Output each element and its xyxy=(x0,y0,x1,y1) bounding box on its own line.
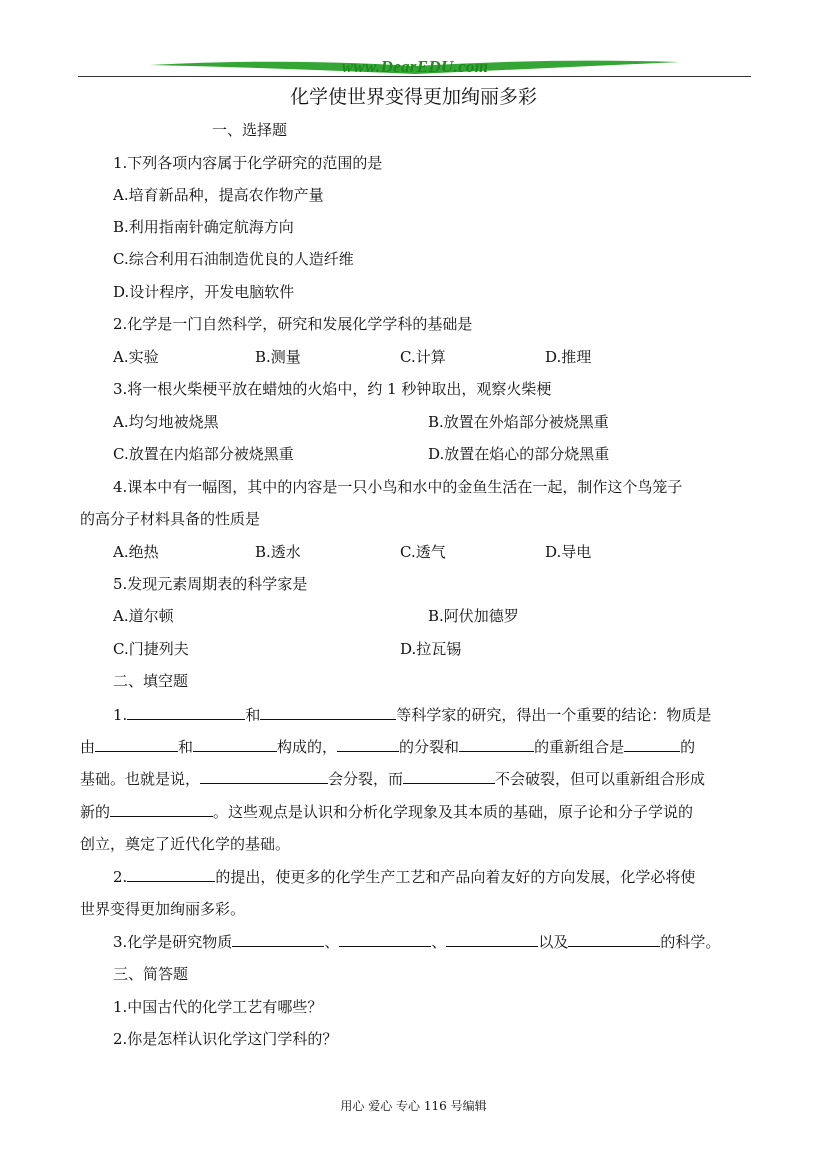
answer-blank[interactable] xyxy=(127,705,245,720)
question-4-option-c: C.透气 xyxy=(400,543,446,561)
section-heading-short-answer: 三、简答题 xyxy=(113,965,189,983)
question-1-stem: 1.下列各项内容属于化学研究的范围的是 xyxy=(113,154,383,172)
fill-3-text: 、 xyxy=(431,933,447,951)
fill-3-text: 以及 xyxy=(538,933,569,951)
short-answer-question-2: 2.你是怎样认识化学这门学科的？ xyxy=(113,1030,338,1048)
section-heading-choice: 一、选择题 xyxy=(212,121,288,139)
fill-1-text: 的分裂和 xyxy=(399,738,460,756)
question-5-option-a: A.道尔顿 xyxy=(113,607,174,625)
short-answer-question-1: 1.中国古代的化学工艺有哪些？ xyxy=(113,998,323,1016)
question-4-option-b: B.透水 xyxy=(255,543,301,561)
answer-blank[interactable] xyxy=(624,737,680,752)
logo-text: www.DearEDU.com xyxy=(341,57,489,76)
answer-blank[interactable] xyxy=(110,802,213,817)
answer-blank[interactable] xyxy=(232,932,324,947)
question-3-option-c: C.放置在内焰部分被烧黑重 xyxy=(113,445,294,463)
question-5-option-b: B.阿伏加德罗 xyxy=(428,607,519,625)
question-4-stem-line-1: 4.课本中有一幅图，其中的内容是一只小鸟和水中的金鱼生活在一起，制作这个鸟笼子 xyxy=(113,478,683,496)
question-2-option-a: A.实验 xyxy=(113,348,159,366)
page-title: 化学使世界变得更加绚丽多彩 xyxy=(289,86,537,108)
fill-1-text: 和 xyxy=(178,738,194,756)
fill-2-line-2: 世界变得更加绚丽多彩。 xyxy=(80,900,246,918)
fill-1-number: 1. xyxy=(113,706,128,724)
answer-blank[interactable] xyxy=(193,737,277,752)
answer-blank[interactable] xyxy=(95,737,178,752)
question-5-option-d: D.拉瓦锡 xyxy=(400,640,462,658)
question-2-stem: 2.化学是一门自然科学，研究和发展化学学科的基础是 xyxy=(113,315,473,333)
question-3-stem: 3.将一根火柴梗平放在蜡烛的火焰中，约 1 秒钟取出，观察火柴梗 xyxy=(113,380,552,398)
answer-blank[interactable] xyxy=(403,769,495,784)
question-4-stem-line-2: 的高分子材料具备的性质是 xyxy=(80,510,261,528)
question-3-option-a: A.均匀地被烧黑 xyxy=(113,413,219,431)
fill-3-text: 的科学。 xyxy=(660,933,721,951)
fill-1-text: 的 xyxy=(680,738,696,756)
answer-blank[interactable] xyxy=(127,867,215,882)
question-1-option-d: D.设计程序，开发电脑软件 xyxy=(113,283,295,301)
question-4-option-d: D.导电 xyxy=(545,543,592,561)
answer-blank[interactable] xyxy=(337,737,399,752)
answer-blank[interactable] xyxy=(339,932,431,947)
fill-3-text: 、 xyxy=(324,933,340,951)
answer-blank[interactable] xyxy=(260,705,396,720)
fill-1-text: 不会破裂，但可以重新组合形成 xyxy=(495,770,706,788)
question-3-option-b: B.放置在外焰部分被烧黑重 xyxy=(428,413,609,431)
question-4-option-a: A.绝热 xyxy=(113,543,159,561)
question-3-option-d: D.放置在焰心的部分烧黑重 xyxy=(428,445,610,463)
fill-2-text: 的提出，使更多的化学生产工艺和产品向着友好的方向发展，化学必将使 xyxy=(215,868,696,886)
fill-1-line-2 xyxy=(80,737,695,757)
question-1-option-c: C.综合利用石油制造优良的人造纤维 xyxy=(113,250,354,268)
fill-2-number: 2. xyxy=(113,868,128,886)
fill-2-line-1 xyxy=(113,867,695,887)
question-1-option-a: A.培育新品种，提高农作物产量 xyxy=(113,186,324,204)
header-rule xyxy=(78,76,751,77)
section-heading-fill: 二、填空题 xyxy=(113,672,189,690)
answer-blank[interactable] xyxy=(568,932,660,947)
question-5-stem: 5.发现元素周期表的科学家是 xyxy=(113,575,308,593)
fill-1-text: 的重新组合是 xyxy=(534,738,625,756)
fill-1-line-3 xyxy=(80,769,705,789)
fill-1-text: 基础。也就是说， xyxy=(80,770,201,788)
fill-1-text: 会分裂，而 xyxy=(328,770,404,788)
fill-1-line-1 xyxy=(113,705,711,725)
fill-1-text: 。这些观点是认识和分析化学现象及其本质的基础，原子论和分子学说的 xyxy=(213,803,694,821)
fill-1-text: 由 xyxy=(80,738,96,756)
question-2-option-d: D.推理 xyxy=(545,348,592,366)
answer-blank[interactable] xyxy=(459,737,534,752)
answer-blank[interactable] xyxy=(446,932,538,947)
question-1-option-b: B.利用指南针确定航海方向 xyxy=(113,218,294,236)
fill-1-text: 新的 xyxy=(80,803,111,821)
fill-1-line-5: 创立，奠定了近代化学的基础。 xyxy=(80,835,291,853)
fill-3-text: 3.化学是研究物质 xyxy=(113,933,233,951)
fill-3-line xyxy=(113,932,720,952)
fill-1-text: 构成的， xyxy=(277,738,338,756)
question-5-option-c: C.门捷列夫 xyxy=(113,640,189,658)
fill-1-line-4 xyxy=(80,802,693,822)
fill-1-text: 和 xyxy=(245,706,261,724)
answer-blank[interactable] xyxy=(200,769,328,784)
question-2-option-c: C.计算 xyxy=(400,348,446,366)
fill-1-text: 等科学家的研究，得出一个重要的结论：物质是 xyxy=(396,706,712,724)
page-footer: 用心 爱心 专心 116 号编辑 xyxy=(340,1099,487,1113)
question-2-option-b: B.测量 xyxy=(255,348,301,366)
